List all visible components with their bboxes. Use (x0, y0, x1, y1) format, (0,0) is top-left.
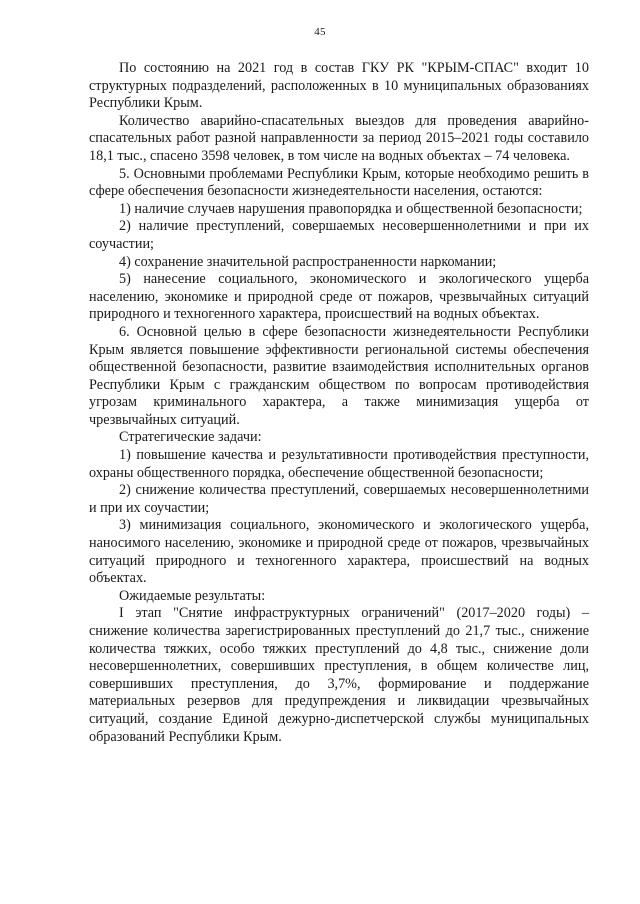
list-item-problem-5: 5) нанесение социального, экономического и экологического ущерба населению, экономике и природной среде от пожаров, чрезвычайных ситуаций природного и техногенного характера, происшествий на водных объектах. (89, 271, 589, 323)
heading-strategic-tasks: Стратегические задачи: (119, 429, 262, 446)
paragraph-rescue-stats: Количество аварийно-спасательных выездов для проведения аварийно-спасательных работ разной направленности за период 2015–2021 годы составило 18,1 тыс., спасено 3598 человек, в том числе на водных объектах – 74 человека. (89, 112, 589, 164)
document-body (89, 60, 589, 746)
list-item-problem-2: 2) наличие преступлений, совершаемых несовершеннолетними и при их соучастии; (89, 218, 589, 252)
list-item-problem-1: 1) наличие случаев нарушения правопорядка и общественной безопасности; (119, 200, 583, 217)
list-item-task-3: 3) минимизация социального, экономического и экологического ущерба, наносимого населению, экономике и природной среде от пожаров, чрезвычайных ситуаций природного и техногенного характера, происшествий на водных объектах. (89, 517, 589, 587)
page-number: 45 (314, 26, 326, 38)
list-item-task-2: 2) снижение количества преступлений, совершаемых несовершеннолетними и при их соучастии; (89, 482, 589, 516)
paragraph-main-goal: 6. Основной целью в сфере безопасности жизнедеятельности Республики Крым является повышение эффективности региональной системы обеспечения общественной безопасности, развитие взаимодействия исполнительных органов Республики Крым с гражданским обществом по вопросам противодействия угрозам криминального характера, а также минимизация ущерба от чрезвычайных ситуаций. (89, 323, 589, 428)
paragraph-problems-intro: 5. Основными проблемами Республики Крым, которые необходимо решить в сфере обеспечения безопасности жизнедеятельности населения, остаются: (89, 165, 589, 200)
heading-expected-results: Ожидаемые результаты: (119, 587, 266, 604)
paragraph-structure: По состоянию на 2021 год в состав ГКУ РК "КРЫМ-СПАС" входит 10 структурных подразделений, расположенных в 10 муниципальных образованиях Республики Крым. (89, 60, 589, 112)
list-item-problem-4: 4) сохранение значительной распространенности наркомании; (119, 253, 497, 270)
list-item-task-1: 1) повышение качества и результативности противодействия преступности, охраны общественного порядка, обеспечение общественной безопасности; (89, 447, 589, 481)
paragraph-stage-1: I этап "Снятие инфраструктурных ограничений" (2017–2020 годы) – снижение количества зарегистрированных преступлений до 21,7 тыс., снижение количества тяжких, особо тяжких преступлений до 4,8 тыс., снижение доли несовершеннолетних, совершивших преступления, в общем количестве лиц, совершивших преступления, до 3,7%, формирование и поддержание материальных резервов для предупреждения и ликвидации чрезвычайных ситуаций, создание Единой дежурно-диспетчерской службы муниципальных образований Республики Крым. (89, 605, 589, 745)
